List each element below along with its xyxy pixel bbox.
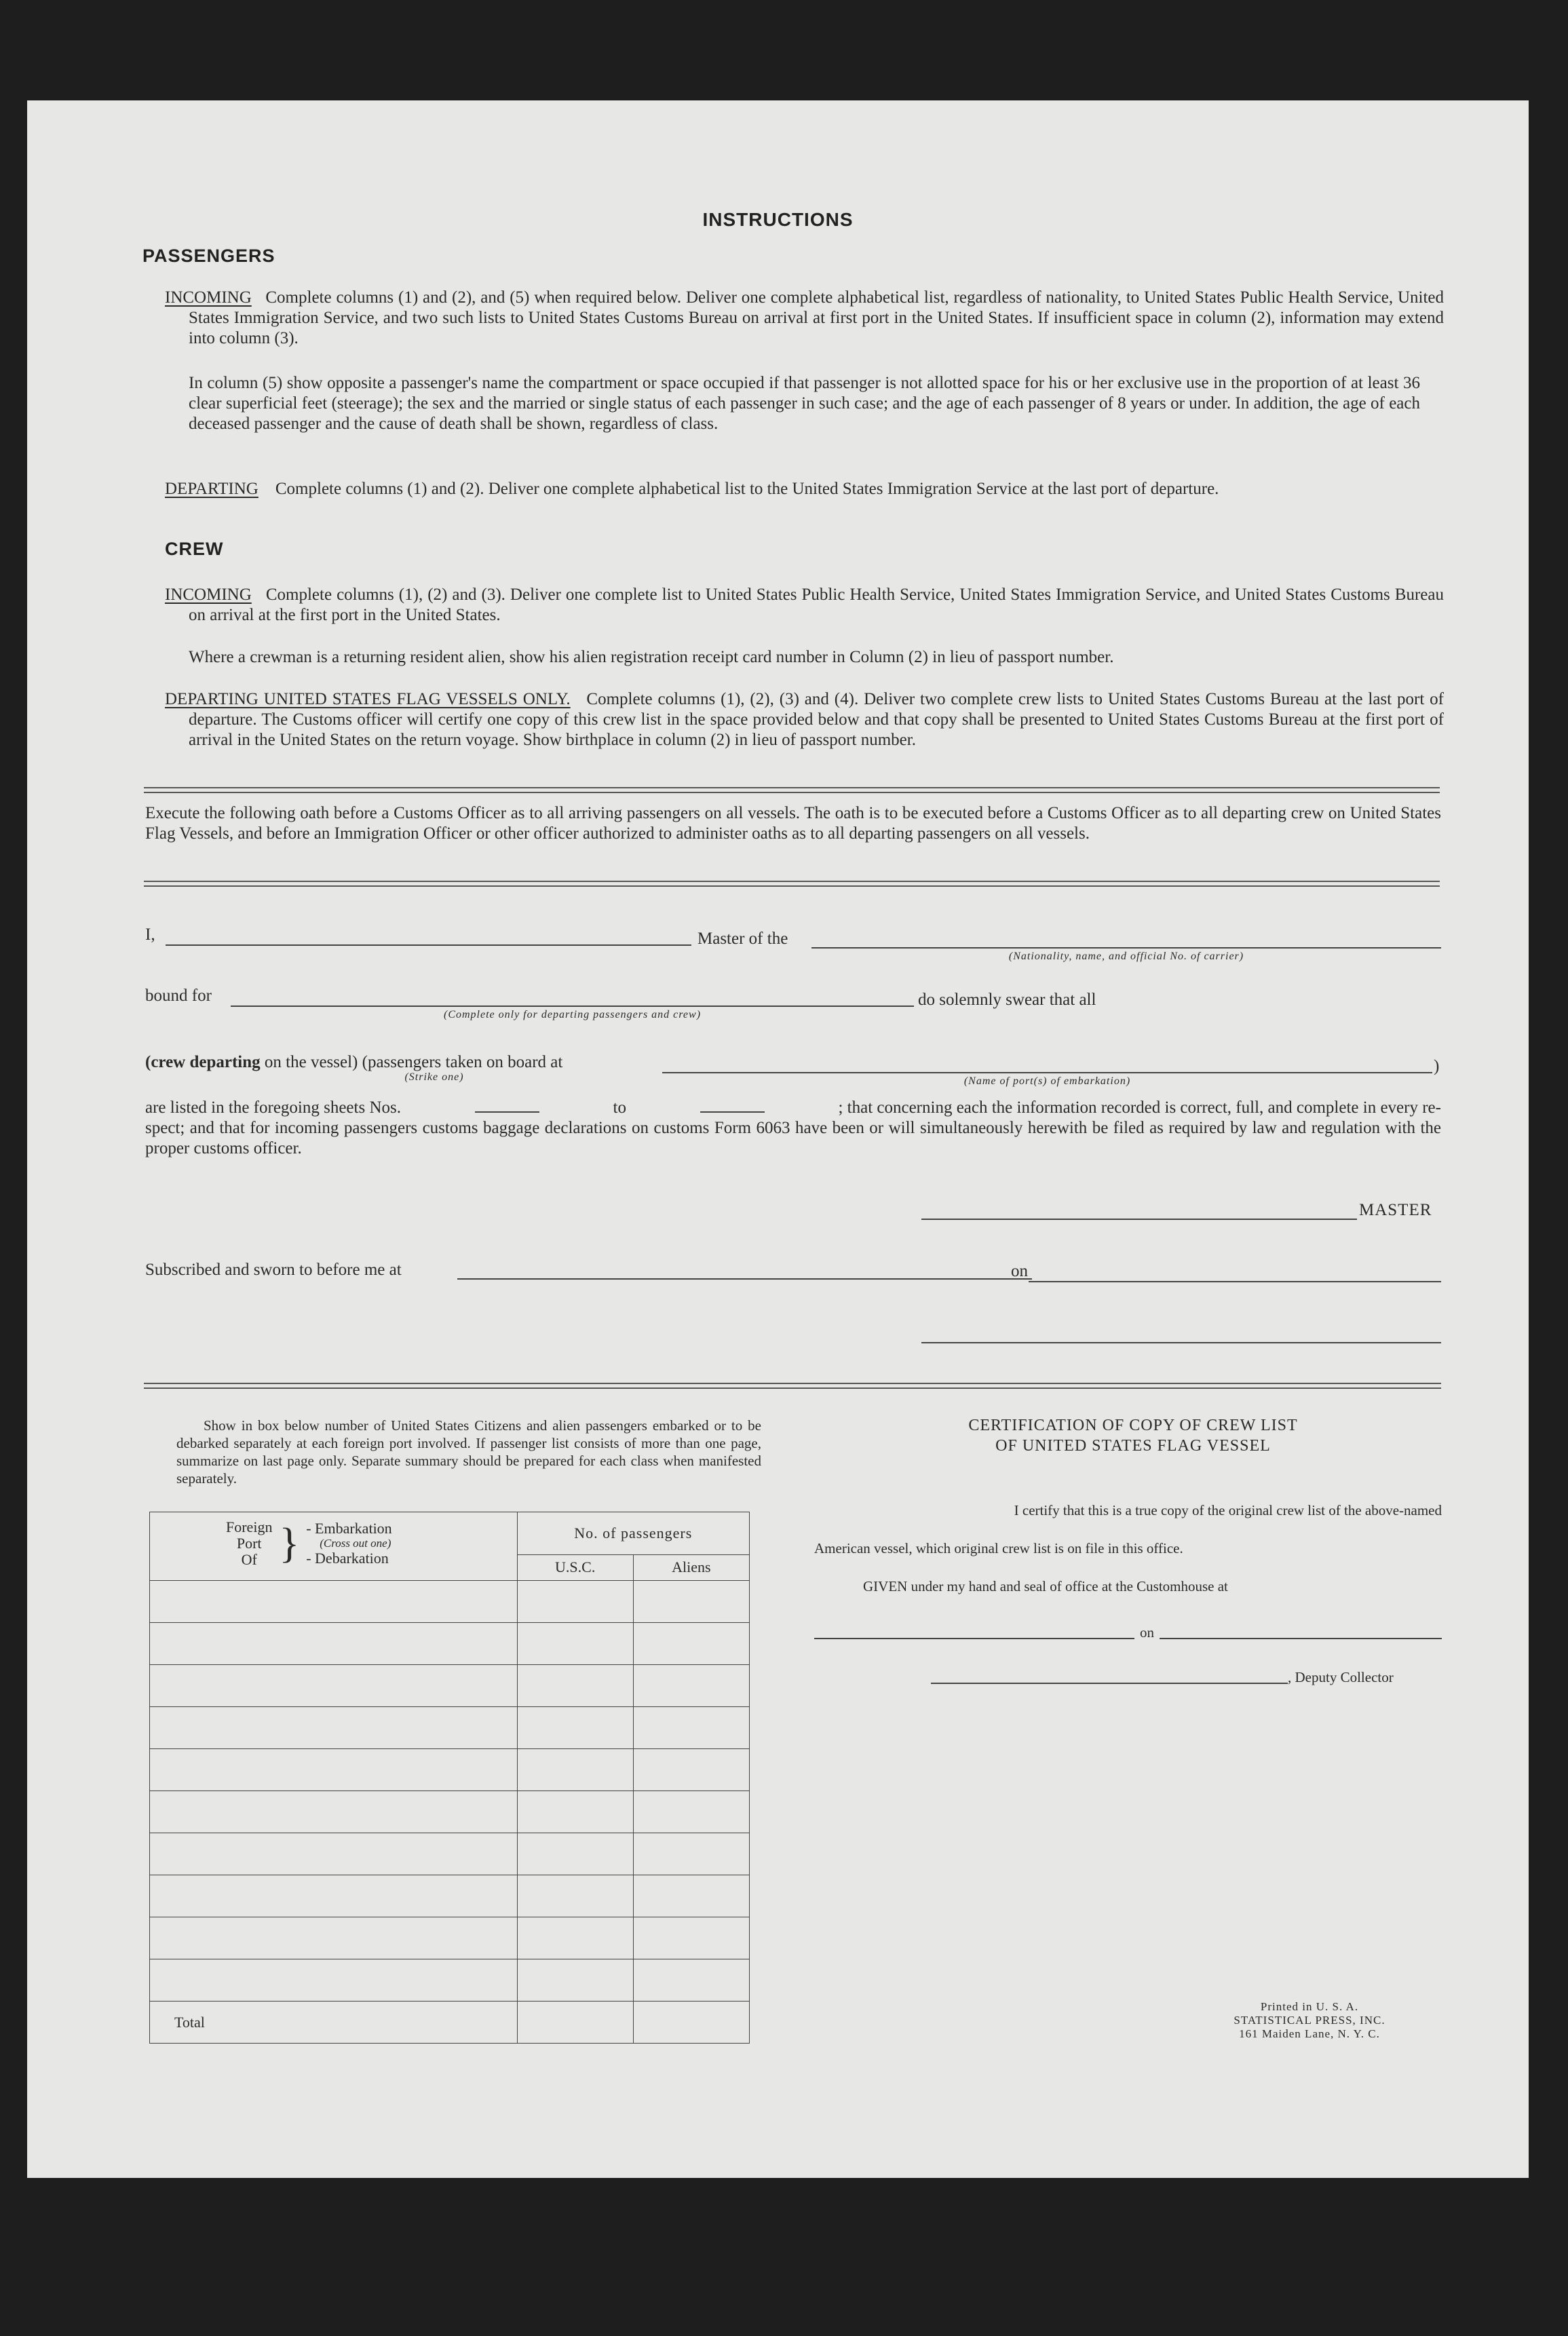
no-of-passengers-header: No. of passengers bbox=[517, 1512, 749, 1555]
listed-prefix: are listed in the foregoing sheets Nos. bbox=[145, 1098, 401, 1117]
oath-i-label: I, bbox=[145, 925, 155, 944]
crew-departing-text: Complete columns (1), (2), (3) and (4). Deliver two complete crew lists to United States Customs Bureau at the last port of departure. The Customs officer will certify one copy of this crew list in the space provided below and that copy shall be presented to United States Customs Bureau at the first port of arrival in the United States on the return voyage. Show birthplace in column (2) in lieu of passport number. bbox=[189, 690, 1445, 749]
of-label: Of bbox=[241, 1551, 257, 1568]
crew-incoming-label: INCOMING bbox=[165, 586, 252, 604]
port-cell[interactable] bbox=[150, 1581, 518, 1623]
divider bbox=[144, 885, 1440, 887]
aliens-cell[interactable] bbox=[633, 1581, 749, 1623]
usc-cell[interactable] bbox=[517, 1749, 633, 1791]
port-cell[interactable] bbox=[150, 1749, 518, 1791]
aliens-cell[interactable] bbox=[633, 1707, 749, 1749]
passengers-departing-label: DEPARTING bbox=[165, 480, 259, 498]
passengers-departing-text: Complete columns (1) and (2). Deliver one complete alphabetical list to the United States Immigration Service at the last port of departure. bbox=[275, 480, 1219, 498]
deputy-collector-signature-field[interactable] bbox=[931, 1683, 1288, 1684]
embarkation-port-field[interactable] bbox=[662, 1072, 1432, 1073]
master-label: MASTER bbox=[1359, 1201, 1432, 1219]
divider bbox=[144, 792, 1440, 793]
summary-instructions: Show in box below number of United States Citizens and alien passengers embarked or to be debarked separately at each foreign port involved. If passenger list consists of more than one page, summarize on last page only. Separate summary should be prepared for each class when manifested separately. bbox=[176, 1417, 761, 1487]
customhouse-field[interactable] bbox=[814, 1638, 1134, 1639]
divider bbox=[144, 1387, 1441, 1389]
table-row bbox=[150, 1581, 750, 1623]
aliens-total-cell[interactable] bbox=[633, 2002, 749, 2044]
deputy-collector-label: , Deputy Collector bbox=[1288, 1669, 1394, 1685]
crew-incoming-text: Complete columns (1), (2) and (3). Deliver one complete list to United States Public Health Service, United States Immigration Service, and United States Customs Bureau on arrival at the first port in the United States. bbox=[189, 586, 1444, 624]
table-row bbox=[150, 1917, 750, 1959]
aliens-cell[interactable] bbox=[633, 1791, 749, 1833]
usc-cell[interactable] bbox=[517, 1959, 633, 2002]
table-row bbox=[150, 1833, 750, 1875]
port-label: Port bbox=[236, 1535, 262, 1552]
aliens-cell[interactable] bbox=[633, 1833, 749, 1875]
to-label: to bbox=[613, 1098, 626, 1117]
bound-for-label: bound for bbox=[145, 987, 212, 1005]
aliens-cell[interactable] bbox=[633, 1623, 749, 1665]
usc-cell[interactable] bbox=[517, 1875, 633, 1917]
port-cell[interactable] bbox=[150, 1875, 518, 1917]
listed-rest: spect; and that for incoming passengers customs baggage declarations on customs Form 6063 have been or will simultaneously herewith be filed as required by law and regulation with the proper customs officer. bbox=[145, 1119, 1441, 1157]
aliens-cell[interactable] bbox=[633, 1959, 749, 2002]
certify-line1: I certify that this is a true copy of the original crew list of the above-named bbox=[1014, 1502, 1442, 1518]
embarkation-option[interactable]: - Embarkation bbox=[306, 1520, 392, 1537]
printer-line2: STATISTICAL PRESS, INC. bbox=[1234, 2014, 1385, 2027]
given-text: GIVEN under my hand and seal of office at the Customhouse at bbox=[863, 1578, 1228, 1594]
vessel-field[interactable] bbox=[811, 947, 1441, 949]
certification-title bbox=[828, 1415, 1438, 1456]
passengers-column5-paragraph: In column (5) show opposite a passenger's name the compartment or space occupied if that passenger is not allotted space for his or her exclusive use in the proportion of at least 36 clear superficial feet (steerage); the sex and the married or single status of each passenger in such case; and the age of each passenger of 8 years or under. In addition, the age of each deceased passenger and the cause of death shall be shown, regardless of class. bbox=[189, 374, 1420, 433]
usc-cell[interactable] bbox=[517, 1623, 633, 1665]
crew-heading: CREW bbox=[165, 539, 224, 559]
usc-total-cell[interactable] bbox=[517, 2002, 633, 2044]
crew-departing-paragraph bbox=[165, 689, 1444, 750]
passengers-incoming-label: INCOMING bbox=[165, 288, 252, 307]
master-name-field[interactable] bbox=[166, 944, 691, 946]
port-cell[interactable] bbox=[150, 1623, 518, 1665]
listed-rest-first: ; that concerning each the information recorded is correct, full, and complete in every re- bbox=[838, 1098, 1441, 1117]
subscribed-label: Subscribed and sworn to before me at bbox=[145, 1261, 402, 1279]
crew-departing-label: DEPARTING UNITED STATES FLAG VESSELS ONLY. bbox=[165, 690, 571, 708]
table-row bbox=[150, 1623, 750, 1665]
total-row bbox=[150, 2002, 750, 2044]
master-signature-field[interactable] bbox=[921, 1219, 1357, 1220]
foreign-port-header bbox=[150, 1512, 518, 1581]
printer-imprint bbox=[1194, 2000, 1425, 2041]
bound-for-caption: (Complete only for departing passengers and crew) bbox=[443, 1009, 702, 1020]
nationality-caption: (Nationality, name, and official No. of carrier) bbox=[1008, 951, 1244, 962]
passenger-summary-table bbox=[149, 1512, 750, 2044]
table-row bbox=[150, 1959, 750, 2002]
table-row bbox=[150, 1665, 750, 1707]
oath-listed-paragraph bbox=[145, 1098, 1441, 1159]
aliens-cell[interactable] bbox=[633, 1917, 749, 1959]
bound-for-field[interactable] bbox=[231, 1006, 914, 1007]
usc-cell[interactable] bbox=[517, 1791, 633, 1833]
on-the-vessel-text: on the vessel) bbox=[264, 1053, 358, 1071]
port-cell[interactable] bbox=[150, 1791, 518, 1833]
table-row bbox=[150, 1707, 750, 1749]
debarkation-option[interactable]: - Debarkation bbox=[306, 1550, 389, 1567]
port-cell[interactable] bbox=[150, 1707, 518, 1749]
aliens-cell[interactable] bbox=[633, 1665, 749, 1707]
usc-cell[interactable] bbox=[517, 1833, 633, 1875]
form-page bbox=[27, 100, 1529, 2178]
port-cell[interactable] bbox=[150, 1665, 518, 1707]
aliens-header: Aliens bbox=[633, 1554, 749, 1580]
crew-departing-option[interactable]: (crew departing bbox=[145, 1053, 261, 1071]
given-date-field[interactable] bbox=[1160, 1638, 1442, 1639]
passengers-departing-paragraph bbox=[165, 479, 1444, 499]
close-paren: ) bbox=[1434, 1057, 1440, 1075]
solemnly-swear-text: do solemnly swear that all bbox=[918, 991, 1096, 1009]
passengers-heading: PASSENGERS bbox=[142, 246, 275, 266]
usc-cell[interactable] bbox=[517, 1707, 633, 1749]
table-row bbox=[150, 1791, 750, 1833]
passengers-taken-option[interactable]: (passengers taken on board at bbox=[362, 1053, 563, 1071]
sworn-location-field[interactable] bbox=[457, 1278, 1032, 1280]
sworn-on-label: on bbox=[1011, 1262, 1028, 1280]
strike-one-caption: (Strike one) bbox=[404, 1071, 464, 1083]
aliens-cell[interactable] bbox=[633, 1749, 749, 1791]
oath-instructions: Execute the following oath before a Customs Officer as to all arriving passengers on all vessels. The oath is to be executed before a Customs Officer as to all departing crew on United States Flag Vessels, and before an Immigration Officer or other officer authorized to administer oaths as to all departing passengers on all vessels. bbox=[145, 804, 1441, 843]
total-label: Total bbox=[150, 2002, 518, 2044]
usc-header: U.S.C. bbox=[517, 1554, 633, 1580]
table-row bbox=[150, 1875, 750, 1917]
given-on-label: on bbox=[1140, 1624, 1154, 1641]
usc-cell[interactable] bbox=[517, 1581, 633, 1623]
divider bbox=[144, 1383, 1441, 1384]
certification-title-line2: OF UNITED STATES FLAG VESSEL bbox=[995, 1437, 1271, 1455]
printer-line3: 161 Maiden Lane, N. Y. C. bbox=[1239, 2027, 1380, 2040]
brace-icon: } bbox=[279, 1520, 300, 1567]
page-title: INSTRUCTIONS bbox=[702, 209, 854, 230]
crew-incoming-paragraph bbox=[165, 585, 1444, 626]
printer-line1: Printed in U. S. A. bbox=[1260, 2000, 1359, 2013]
usc-cell[interactable] bbox=[517, 1917, 633, 1959]
passengers-incoming-text: Complete columns (1) and (2), and (5) when required below. Deliver one complete alphabetical list, regardless of nationality, to United States Public Health Service, United States Immigration Service, and two such lists to United States Customs Bureau on arrival at first port in the United States. If insufficient space in column (2), information may extend into column (3). bbox=[189, 288, 1445, 347]
port-cell[interactable] bbox=[150, 1917, 518, 1959]
sheet-from-field[interactable] bbox=[475, 1111, 539, 1113]
usc-cell[interactable] bbox=[517, 1665, 633, 1707]
crew-resident-paragraph: Where a crewman is a returning resident alien, show his alien registration receipt card number in Column (2) in lieu of passport number. bbox=[189, 648, 1114, 666]
foreign-label: Foreign bbox=[226, 1518, 273, 1535]
port-cell[interactable] bbox=[150, 1959, 518, 2002]
sworn-date-field[interactable] bbox=[1029, 1281, 1441, 1282]
passengers-incoming-paragraph bbox=[165, 288, 1444, 349]
divider bbox=[144, 787, 1440, 788]
sheet-to-field[interactable] bbox=[700, 1111, 765, 1113]
certification-title-line1: CERTIFICATION OF COPY OF CREW LIST bbox=[968, 1417, 1298, 1434]
officer-signature-field[interactable] bbox=[921, 1342, 1441, 1343]
master-of-the-label: Master of the bbox=[697, 930, 788, 948]
cross-out-caption: (Cross out one) bbox=[320, 1537, 391, 1550]
port-cell[interactable] bbox=[150, 1833, 518, 1875]
certify-line2: American vessel, which original crew list is on file in this office. bbox=[814, 1540, 1183, 1556]
aliens-cell[interactable] bbox=[633, 1875, 749, 1917]
divider bbox=[144, 881, 1440, 882]
port-caption: (Name of port(s) of embarkation) bbox=[963, 1075, 1131, 1087]
strike-one-options bbox=[145, 1053, 562, 1072]
table-row bbox=[150, 1749, 750, 1791]
